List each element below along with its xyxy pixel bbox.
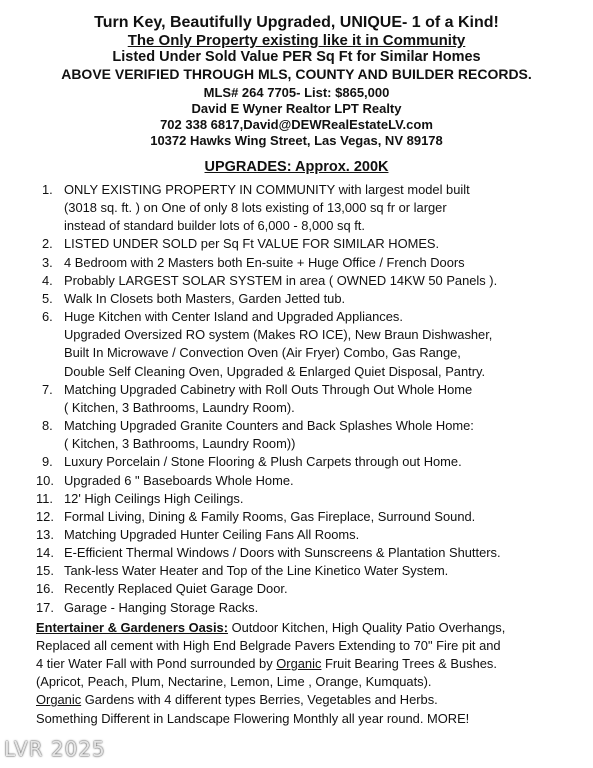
oasis-line-5 (36, 691, 571, 709)
sold-value-line: Listed Under Sold Value PER Sq Ft for Similar Homes (112, 49, 481, 65)
oasis-heading: Entertainer & Gardeners Oasis: (36, 619, 229, 635)
upgrade-item (0, 272, 593, 290)
item-text-line: ( Kitchen, 3 Bathrooms, Laundry Room)) (64, 436, 296, 452)
item-number: 5. (42, 290, 53, 306)
watermark: LVR 2025 (4, 737, 106, 761)
item-text-line: Built In Microwave / Convection Oven (Air Fryer) Combo, Gas Range, (64, 345, 461, 361)
upgrade-item (0, 181, 593, 235)
item-number: 2. (42, 236, 53, 252)
mls-listing: MLS# 264 7705- List: $865,000 (203, 85, 390, 100)
oasis-text-1: Outdoor Kitchen, High Quality Patio Overhangs, (228, 619, 506, 635)
item-text-line: instead of standard builder lots of 6,000 - 8,000 sq ft. (64, 218, 365, 234)
upgrade-item (0, 290, 593, 308)
item-number: 4. (42, 272, 53, 288)
item-text-line: Probably LARGEST SOLAR SYSTEM in area ( OWNED 14KW 50 Panels ). (64, 272, 498, 288)
item-text-line: 4 Bedroom with 2 Masters both En-suite + Huge Office / French Doors (64, 254, 465, 270)
item-number: 12. (36, 508, 54, 524)
property-address: 10372 Hawks Wing Street, Las Vegas, NV 89178 (150, 133, 443, 148)
item-text-line: (3018 sq. ft. ) on One of only 8 lots existing of 13,000 sq fr or larger (64, 200, 447, 216)
oasis-line-1 (36, 619, 571, 637)
upgrade-item (0, 381, 593, 417)
oasis-line-6: Something Different in Landscape Flowering Monthly all year round. MORE! (36, 710, 470, 726)
item-number: 17. (36, 599, 54, 615)
item-number: 10. (36, 472, 54, 488)
item-number: 13. (36, 526, 54, 542)
oasis-text-3b: Fruit Bearing Trees & Bushes. (321, 656, 497, 672)
item-text-line: Double Self Cleaning Oven, Upgraded & Enlarged Quiet Disposal, Pantry. (64, 363, 486, 379)
oasis-line-4: (Apricot, Peach, Plum, Nectarine, Lemon, Lime , Orange, Kumquats). (36, 674, 432, 690)
item-text-line: Matching Upgraded Cabinetry with Roll Outs Through Out Whole Home (64, 381, 473, 397)
item-text-line: 12' High Ceilings High Ceilings. (64, 490, 244, 506)
oasis-line-3 (36, 655, 571, 673)
item-text-line: E-Efficient Thermal Windows / Doors with Sunscreens & Plantation Shutters. (64, 545, 501, 561)
upgrade-item (0, 599, 593, 617)
flyer-title: Turn Key, Beautifully Upgraded, UNIQUE- 1 of a Kind! (94, 14, 499, 31)
item-number: 11. (36, 490, 53, 506)
upgrade-item (0, 254, 593, 272)
upgrade-item (0, 453, 593, 471)
upgrade-item (0, 472, 593, 490)
item-text-line: Walk In Closets both Masters, Garden Jetted tub. (64, 290, 346, 306)
upgrade-item (0, 580, 593, 598)
upgrade-item (0, 544, 593, 562)
upgrade-item (0, 562, 593, 580)
item-text-line: Garage - Hanging Storage Racks. (64, 599, 259, 615)
item-text-line: Upgraded 6 " Baseboards Whole Home. (64, 472, 294, 488)
upgrade-item (0, 508, 593, 526)
item-number: 7. (42, 381, 53, 397)
oasis-line-2: Replaced all cement with High End Belgrade Pavers Extending to 70" Fire pit and (36, 637, 501, 653)
item-number: 15. (36, 563, 54, 579)
upgrades-list (0, 181, 593, 617)
flyer-subtitle: The Only Property existing like it in Community (127, 32, 466, 49)
item-text-line: ( Kitchen, 3 Bathrooms, Laundry Room). (64, 399, 295, 415)
upgrade-item (0, 526, 593, 544)
verified-line: ABOVE VERIFIED THROUGH MLS, COUNTY AND BUILDER RECORDS. (61, 66, 532, 82)
oasis-text-3a: 4 tier Water Fall with Pond surrounded by (36, 656, 277, 672)
item-text-line: Recently Replaced Quiet Garage Door. (64, 581, 288, 597)
item-text-line: Formal Living, Dining & Family Rooms, Gas Fireplace, Surround Sound. (64, 508, 476, 524)
item-number: 16. (36, 581, 54, 597)
upgrade-item (0, 235, 593, 253)
upgrade-item (0, 490, 593, 508)
agent-name: David E Wyner Realtor LPT Realty (191, 101, 402, 116)
oasis-text-5b: Gardens with 4 different types Berries, Vegetables and Herbs. (81, 692, 438, 708)
item-text-line: Upgraded Oversized RO system (Makes RO ICE), New Braun Dishwasher, (64, 327, 493, 343)
item-text-line: Matching Upgraded Granite Counters and Back Splashes Whole Home: (64, 418, 474, 434)
upgrade-item (0, 308, 593, 381)
item-text-line: Huge Kitchen with Center Island and Upgraded Appliances. (64, 309, 403, 325)
organic-underlined: Organic (276, 656, 322, 672)
item-number: 8. (42, 418, 53, 434)
oasis-section (36, 619, 593, 728)
item-text-line: Luxury Porcelain / Stone Flooring & Plush Carpets through out Home. (64, 454, 462, 470)
agent-contact: 702 338 6817,David@DEWRealEstateLV.com (160, 117, 433, 132)
item-number: 3. (42, 254, 53, 270)
item-text-line: Matching Upgraded Hunter Ceiling Fans All Rooms. (64, 526, 360, 542)
item-number: 1. (42, 182, 53, 197)
item-number: 14. (36, 545, 54, 561)
item-text-line: LISTED UNDER SOLD per Sq Ft VALUE FOR SIMILAR HOMES. (64, 236, 440, 252)
item-number: 9. (42, 454, 53, 470)
item-text-line: Tank-less Water Heater and Top of the Line Kinetico Water System. (64, 563, 449, 579)
item-text-line: ONLY EXISTING PROPERTY IN COMMUNITY with largest model built (64, 182, 470, 197)
upgrade-item (0, 417, 593, 453)
upgrades-heading: UPGRADES: Approx. 200K (204, 159, 389, 175)
item-number: 6. (42, 309, 53, 325)
organic-underlined-2: Organic (36, 692, 82, 708)
